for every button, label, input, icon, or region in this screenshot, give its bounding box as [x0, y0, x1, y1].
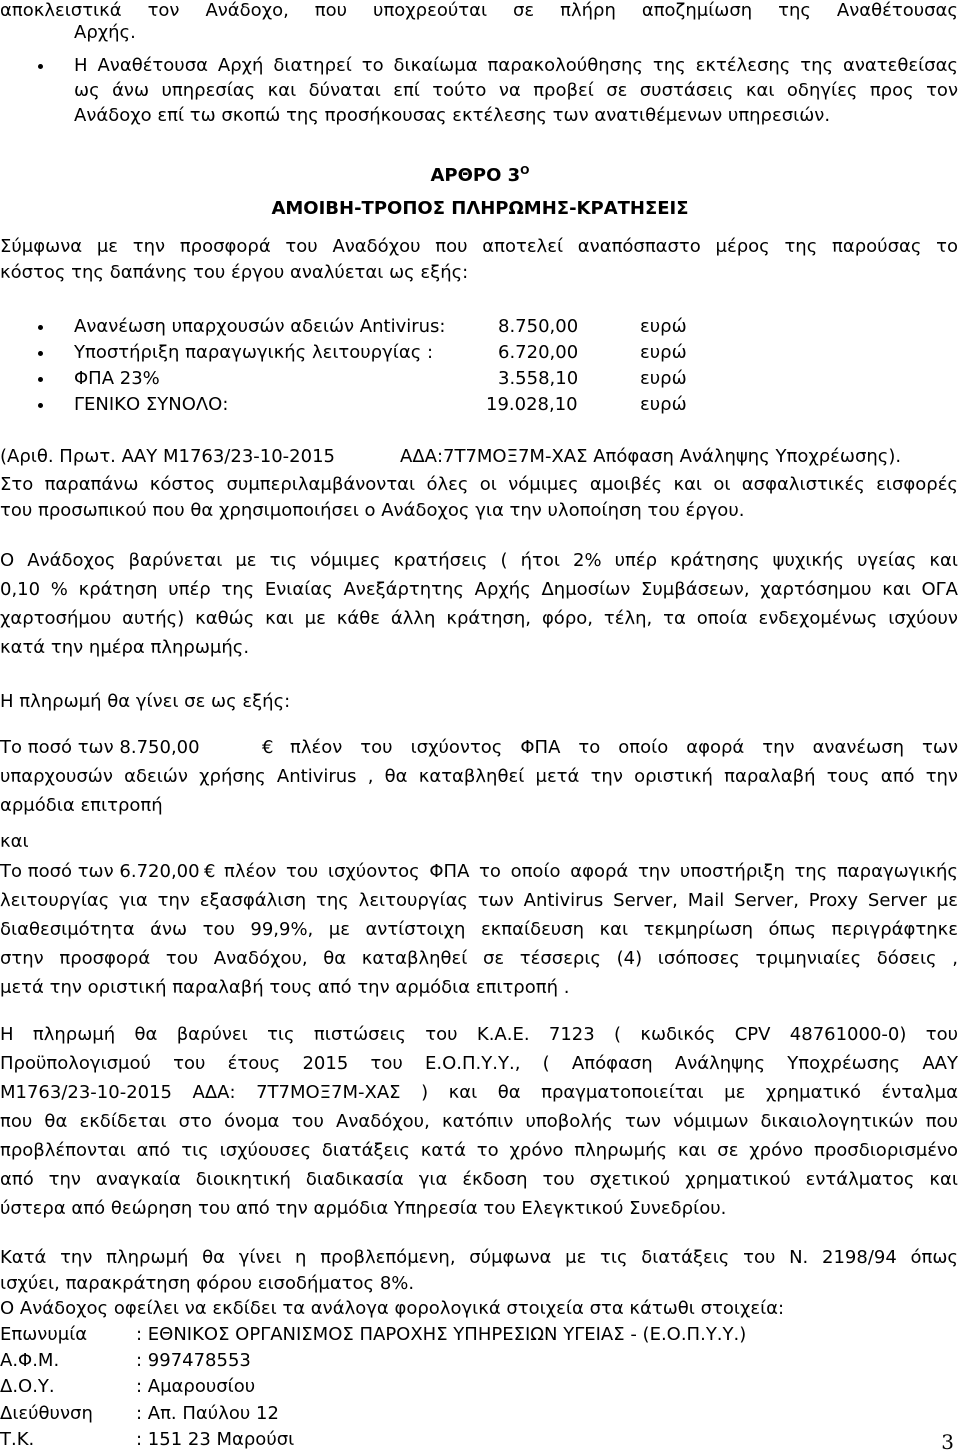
text-line: Κατά την πληρωμή θα γίνει η προβλεπόμενη, σύμφωνα με τις διατάξεις του Ν. 2198/94 όπως: [0, 1247, 958, 1268]
conjunction: και: [0, 831, 29, 852]
text-line: πλέον του ισχύοντος ΦΠΑ το οποίο αφορά την ανανέωση των: [290, 737, 958, 758]
bullet-icon: [38, 351, 43, 356]
invoice-value: : Απ. Παύλου 12: [136, 1403, 279, 1424]
bullet-icon: [38, 377, 43, 382]
invoice-key: Δ.Ο.Υ.: [0, 1376, 55, 1397]
cost-label: Ανανέωση υπαρχουσών αδειών Antivirus:: [74, 316, 446, 337]
invoice-key: Διεύθυνση: [0, 1403, 93, 1424]
text-line: Ο Ανάδοχος βαρύνεται με τις νόμιμες κρατήσεις ( ήτοι 2% υπέρ κράτησης ψυχικής υγείας και: [0, 550, 958, 571]
text-line: υπαρχουσών αδειών χρήσης Antivirus , θα καταβληθεί μετά την οριστική παραλαβή τους από την: [0, 766, 958, 787]
text-line: Στο παραπάνω κόστος συμπεριλαμβάνονται όλες οι νόμιμες αμοιβές και οι ασφαλιστικές εισφορές: [0, 474, 958, 495]
text-line: Η πληρωμή θα βαρύνει τις πιστώσεις του Κ.Α.Ε. 7123 ( κωδικός CPV 48761000-0) του: [0, 1024, 958, 1045]
text-line: λειτουργίας για την εξασφάλιση της λειτουργίας των Antivirus Server, Mail Server, Proxy Server με: [0, 890, 958, 911]
cost-amount: 8.750,00: [498, 316, 579, 337]
text-line: αποκλειστικά τον Ανάδοχο, που υποχρεούται σε πλήρη αποζημίωση της Αναθέτουσας: [0, 0, 958, 21]
cost-amount: 19.028,10: [486, 394, 578, 415]
cost-amount: 6.720,00: [498, 342, 579, 363]
text-line: ως άνω υπηρεσίας και δύναται επί τούτο να προβεί σε συστάσεις και οδηγίες προς τον: [74, 80, 958, 101]
cost-currency: ευρώ: [640, 316, 687, 337]
text-line: Αρχής.: [74, 22, 136, 43]
text-line: Η Αναθέτουσα Αρχή διατηρεί το δικαίωμα παρακολούθησης της εκτέλεσης της ανατεθείσας: [74, 55, 958, 76]
invoice-value: : 997478553: [136, 1350, 251, 1371]
cost-label: ΓΕΝΙΚΟ ΣΥΝΟΛΟ:: [74, 394, 229, 415]
cost-label: Υποστήριξη παραγωγικής λειτουργίας :: [74, 342, 434, 363]
cost-currency: ευρώ: [640, 342, 687, 363]
text-line: 0,10 % κράτηση υπέρ της Ενιαίας Ανεξάρτητης Αρχής Δημοσίων Συμβάσεων, χαρτόσημου και ΟΓΑ: [0, 579, 958, 600]
cost-currency: ευρώ: [640, 368, 687, 389]
text-line: από την αναγκαία διοικητική διαδικασία για έκδοση του σχετικού χρηματικού εντάλματος και: [0, 1169, 958, 1190]
text-line: Το ποσό των 6.720,00: [0, 861, 200, 882]
text-line: Προϋπολογισμού του έτους 2015 του Ε.Ο.Π.Υ.Υ., ( Απόφαση Ανάληψης Υποχρέωσης ΑΑΥ: [0, 1053, 958, 1074]
text-line: μετά την οριστική παραλαβή τους από την αρμόδια επιτροπή .: [0, 977, 570, 998]
payment-heading: Η πληρωμή θα γίνει σε ως εξής:: [0, 691, 291, 712]
text-line: Το ποσό των 8.750,00: [0, 737, 200, 758]
invoice-key: Επωνυμία: [0, 1324, 88, 1345]
text-line: Μ1763/23-10-2015 ΑΔΑ: 7Τ7ΜΟΞ7Μ-ΧΑΣ ) και θα πραγματοποιείται με χρηματικό ένταλμα: [0, 1082, 958, 1103]
bullet-icon: [38, 325, 43, 330]
reference-ada: ΑΔΑ:7Τ7ΜΟΞ7Μ-ΧΑΣ Απόφαση Ανάληψης Υποχρέωσης).: [400, 446, 902, 467]
cost-label: ΦΠΑ 23%: [74, 368, 160, 389]
text-line: που θα εκδίδεται στο όνομα του Αναδόχου, κατόπιν υποβολής των νόμιμων δικαιολογητικών που: [0, 1111, 958, 1132]
bullet-icon: [38, 64, 43, 69]
euro-icon: €: [262, 737, 274, 758]
cost-amount: 3.558,10: [498, 368, 579, 389]
bullet-icon: [38, 403, 43, 408]
text-line: διαθεσιμότητα άνω του 99,9%, με αντίστοιχη εκπαίδευση και τεκμηρίωση όπως περιγράφτηκε: [0, 919, 958, 940]
text-line: Σύμφωνα με την προσφορά του Αναδόχου που αποτελεί αναπόσπαστο μέρος της παρούσας το: [0, 236, 958, 257]
invoice-key: Α.Φ.Μ.: [0, 1350, 60, 1371]
text-line: στην προσφορά του Αναδόχου, θα καταβληθεί σε τέσσερις (4) ισόποσες τριμηνιαίες δόσεις ,: [0, 948, 958, 969]
text-line: Ανάδοχο επί τω σκοπώ της προσήκουσας εκτέλεσης των ανατιθέμενων υπηρεσιών.: [74, 105, 831, 126]
text-line: κόστος της δαπάνης του έργου αναλύεται ως εξής:: [0, 262, 469, 283]
text-line: του προσωπικού που θα χρησιμοποιήσει ο Ανάδοχος για την υλοποίηση του έργου.: [0, 500, 745, 521]
article-subtitle: ΑΜΟΙΒΗ-ΤΡΟΠΟΣ ΠΛΗΡΩΜΗΣ-ΚΡΑΤΗΣΕΙΣ: [271, 198, 689, 219]
invoice-key: Τ.Κ.: [0, 1429, 35, 1450]
text-line: κατά την ημέρα πληρωμής.: [0, 637, 250, 658]
reference-protocol: (Αριθ. Πρωτ. ΑΑΥ Μ1763/23-10-2015: [0, 446, 335, 467]
invoice-value: : Αμαρουσίου: [136, 1376, 256, 1397]
text-line: πλέον του ισχύοντος ΦΠΑ το οποίο αφορά την υποστήριξη της παραγωγικής: [224, 861, 958, 882]
text-line: ισχύει, παρακράτηση φόρου εισοδήματος 8%.: [0, 1273, 415, 1294]
invoice-value: : ΕΘΝΙΚΟΣ ΟΡΓΑΝΙΣΜΟΣ ΠΑΡΟΧΗΣ ΥΠΗΡΕΣΙΩΝ ΥΓΕΙΑΣ - (Ε.Ο.Π.Υ.Υ.): [136, 1324, 747, 1345]
text-line: προβλέπονται από τις ισχύουσες διατάξεις κατά το χρόνο πληρωμής και σε χρόνο προσδιορισμένο: [0, 1140, 958, 1161]
cost-currency: ευρώ: [640, 394, 687, 415]
page-number: 3: [941, 1430, 954, 1454]
text-line: χαρτοσήμου αυτής) καθώς και με κάθε άλλη κράτηση, φόρο, τέλη, τα οποία ενδεχομένως ισχύουν: [0, 608, 958, 629]
text-line: ύστερα από θεώρηση του από την αρμόδια Υπηρεσία του Ελεγκτικού Συνεδρίου.: [0, 1198, 727, 1219]
text-line: Ο Ανάδοχος οφείλει να εκδίδει τα ανάλογα φορολογικά στοιχεία στα κάτωθι στοιχεία:: [0, 1298, 785, 1319]
text-line: αρμόδια επιτροπή: [0, 795, 163, 816]
invoice-value: : 151 23 Μαρούσι: [136, 1429, 295, 1450]
article-title: ΑΡΘΡΟ $3^O$: [430, 164, 530, 186]
euro-icon: €: [204, 861, 216, 882]
